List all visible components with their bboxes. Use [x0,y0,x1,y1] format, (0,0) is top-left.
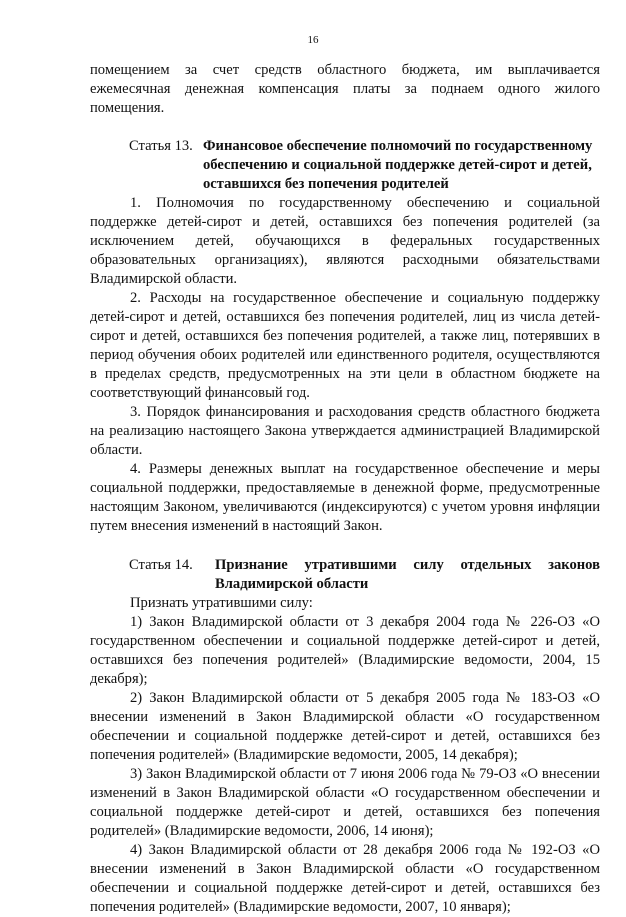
article-14-number: Статья 14. [129,557,193,573]
document-body [90,61,600,917]
article-13-heading [90,137,600,194]
article-14-item-4: 4) Закон Владимирской области от 28 декабря 2006 года № 192-ОЗ «О внесении изменений в Закон Владимирской области «О государственном обеспечении и социальной поддержке детей-сирот и детей, оставшихся без попечения родителей» (Владимирские ведомости, 2007, 10 января); [90,842,600,915]
article-14-heading [90,556,600,594]
article-14 [90,556,600,917]
article-14-intro: Признать утратившими силу: [130,595,313,611]
article-14-title: Признание утратившими силу отдельных законов Владимирской области [215,557,600,592]
page-number: 16 [307,34,319,46]
article-13-title: Финансовое обеспечение полномочий по государственному обеспечению и социальной поддержке детей-сирот и детей, оставшихся без попечения родителей [203,138,593,192]
article-14-item-1: 1) Закон Владимирской области от 3 декабря 2004 года № 226-ОЗ «О государственном обеспечении и социальной поддержке детей-сирот и детей, оставшихся без попечения родителей» (Владимирские ведомости, 2004, 15 декабря); [90,614,600,687]
article-14-item-3: 3) Закон Владимирской области от 7 июня 2006 года № 79-ОЗ «О внесении изменений в Закон Владимирской области «О государственном обеспечении и социальной поддержке детей-сирот и детей, оставшихся без попечения родителей» (Владимирские ведомости, 2006, 14 июня); [90,766,600,839]
article-13-number: Статья 13. [129,138,193,154]
article-13-paragraph-3: 3. Порядок финансирования и расходования средств областного бюджета на реализацию настоящего Закона утверждается администрацией Владимирской области. [90,404,600,458]
article-13-paragraph-2: 2. Расходы на государственное обеспечение и социальную поддержку детей-сирот и детей, оставшихся без попечения родителей, лиц из числа детей-сирот и детей, оставшихся без попечения родителей, а также лиц, потерявших в период обучения обоих родителей или единственного родителя, осуществляются в пределах средств, предусмотренных на эти цели в областном бюджете на соответствующий финансовый год. [90,290,600,401]
article-13-paragraph-1: 1. Полномочия по государственному обеспечению и социальной поддержке детей-сирот и детей, оставшихся без попечения родителей (за исключением детей, обучающихся в федеральных государственных образовательных организациях), являются расходными обязательствами Владимирской области. [90,195,600,287]
article-13 [90,137,600,536]
article-13-paragraph-4: 4. Размеры денежных выплат на государственное обеспечение и меры социальной поддержки, предоставляемые в денежной форме, предусмотренные настоящим Законом, увеличиваются (индексируются) с учетом уровня инфляции путем внесения изменений в настоящий Закон. [90,461,600,534]
article-14-item-2: 2) Закон Владимирской области от 5 декабря 2005 года № 183-ОЗ «О внесении изменений в Закон Владимирской области «О государственном обеспечении и социальной поддержке детей-сирот и детей, оставшихся без попечения родителей» (Владимирские ведомости, 2005, 14 декабря); [90,690,600,763]
intro-paragraph: помещением за счет средств областного бюджета, им выплачивается ежемесячная денежная компенсация платы за поднаем одного жилого помещения. [90,62,600,116]
